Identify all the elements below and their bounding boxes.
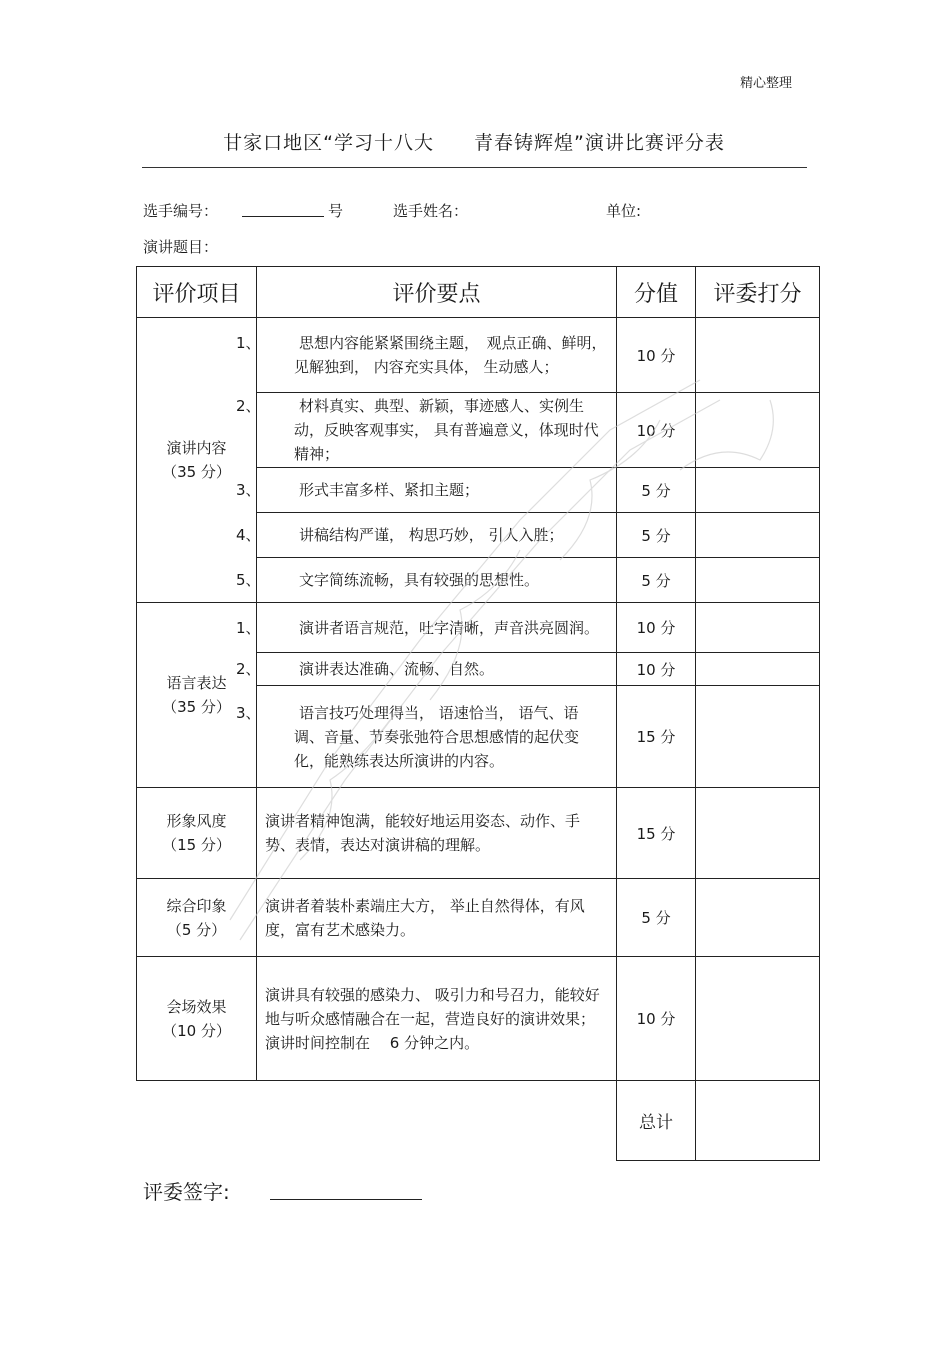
category-points: （5 分）	[166, 920, 227, 939]
judge-score-cell[interactable]	[696, 653, 820, 686]
criteria-cell	[236, 653, 617, 686]
header-criteria: 评价要点	[257, 267, 617, 318]
judge-score-cell[interactable]	[696, 957, 820, 1081]
criteria-number: 2、	[236, 660, 261, 678]
score-value: 5 分	[617, 879, 696, 957]
judge-score-cell[interactable]	[696, 513, 820, 558]
criteria-cell	[236, 603, 617, 653]
empty-cell	[257, 1081, 617, 1161]
judge-signature-label: 评委签字:	[143, 1180, 230, 1204]
criteria-text: 文字简练流畅，具有较强的思想性。	[299, 571, 540, 589]
score-value: 15 分	[617, 788, 696, 879]
category-points: （10 分）	[162, 1021, 231, 1040]
category-points: （15 分）	[162, 836, 231, 854]
score-table	[136, 266, 820, 1161]
criteria-cell	[236, 393, 617, 468]
judge-score-cell[interactable]	[696, 318, 820, 393]
contestant-number-blank[interactable]	[242, 216, 324, 217]
category-name: 语言表达	[166, 674, 227, 692]
criteria-cell	[236, 468, 617, 513]
score-value: 5 分	[617, 513, 696, 558]
header-category: 评价项目	[137, 267, 257, 318]
score-value: 10 分	[617, 318, 696, 393]
criteria-cell	[257, 957, 617, 1081]
score-value: 15 分	[617, 686, 696, 788]
criteria-cell	[257, 788, 617, 879]
category-cell	[137, 318, 257, 603]
criteria-text: 讲稿结构严谨， 构思巧妙， 引人入胜；	[299, 526, 564, 544]
criteria-text: 演讲表达准确、流畅、自然。	[299, 660, 495, 678]
criteria-cell	[236, 686, 617, 788]
category-name: 会场效果	[166, 997, 227, 1016]
category-cell	[137, 957, 257, 1081]
unit-label: 单位:	[606, 202, 642, 220]
judge-score-cell[interactable]	[696, 393, 820, 468]
score-value: 10 分	[617, 653, 696, 686]
score-value: 5 分	[617, 468, 696, 513]
criteria-cell	[257, 879, 617, 957]
score-value: 10 分	[617, 603, 696, 653]
table-row	[137, 957, 820, 1081]
score-value: 10 分	[617, 393, 696, 468]
table-row	[137, 879, 820, 957]
header-score: 分值	[617, 267, 696, 318]
total-row	[137, 1081, 820, 1161]
criteria-text: 演讲者语言规范，吐字清晰，声音洪亮圆润。	[299, 618, 600, 637]
criteria-cell	[236, 558, 617, 603]
empty-cell	[137, 1081, 257, 1161]
criteria-cell	[236, 318, 617, 393]
total-score-cell[interactable]	[696, 1081, 820, 1161]
criteria-number: 1、	[236, 334, 261, 352]
contestant-number-label: 选手编号：	[143, 202, 219, 220]
criteria-number: 3、	[236, 481, 261, 499]
page-title: 甘家口地区“学习十八大 青春铸辉煌”演讲比赛评分表	[223, 132, 725, 154]
category-name: 形象风度	[166, 812, 227, 830]
criteria-text: 形式丰富多样、紧扣主题；	[299, 481, 480, 499]
criteria-text: 演讲具有较强的感染力、 吸引力和号召力，能较好地与听众感情融合在一起，营造良好的演讲效果；演讲时间控制在 6 分钟之内。	[265, 985, 600, 1052]
category-points: （35 分）	[162, 463, 231, 481]
table-row	[137, 788, 820, 879]
judge-score-cell[interactable]	[696, 603, 820, 653]
table-row	[137, 603, 820, 653]
judge-score-cell[interactable]	[696, 468, 820, 513]
table-row	[137, 318, 820, 393]
judge-signature-line[interactable]	[270, 1199, 422, 1200]
criteria-cell	[236, 513, 617, 558]
score-value: 5 分	[617, 558, 696, 603]
table-header-row	[137, 267, 820, 318]
header-note: 精心整理	[740, 76, 793, 91]
judge-score-cell[interactable]	[696, 686, 820, 788]
contestant-name-label: 选手姓名：	[393, 202, 469, 220]
criteria-text: 材料真实、典型、新颖，事迹感人、实例生动，反映客观事实， 具有普遍意义，体现时代精神；	[294, 397, 599, 463]
criteria-text: 演讲者着装朴素端庄大方， 举止自然得体，有风度，富有艺术感染力。	[265, 896, 585, 939]
category-points: （35 分）	[162, 698, 231, 716]
criteria-number: 2、	[236, 397, 261, 415]
criteria-number: 3、	[236, 703, 261, 722]
speech-topic-label: 演讲题目：	[143, 238, 219, 256]
criteria-number: 4、	[236, 526, 261, 544]
contestant-number-suffix: 号	[328, 202, 344, 220]
table-row	[137, 653, 820, 686]
judge-score-cell[interactable]	[696, 879, 820, 957]
category-cell	[137, 788, 257, 879]
header-judge-score: 评委打分	[696, 267, 820, 318]
category-name: 综合印象	[166, 896, 227, 915]
category-name: 演讲内容	[166, 439, 227, 457]
criteria-number: 1、	[236, 618, 261, 637]
criteria-text: 语言技巧处理得当， 语速恰当， 语气、语调、音量、节奏张弛符合思想感情的起伏变化，能熟练表达所演讲的内容。	[294, 703, 580, 770]
category-cell	[137, 879, 257, 957]
judge-score-cell[interactable]	[696, 558, 820, 603]
criteria-number: 5、	[236, 571, 261, 589]
criteria-text: 思想内容能紧紧围绕主题， 观点正确、鲜明，见解独到， 内容充实具体， 生动感人；	[294, 334, 607, 376]
total-label: 总计	[617, 1081, 696, 1161]
criteria-text: 演讲者精神饱满，能较好地运用姿态、动作、手势、表情，表达对演讲稿的理解。	[265, 812, 581, 854]
score-value: 10 分	[617, 957, 696, 1081]
judge-score-cell[interactable]	[696, 788, 820, 879]
title-divider	[142, 167, 807, 168]
